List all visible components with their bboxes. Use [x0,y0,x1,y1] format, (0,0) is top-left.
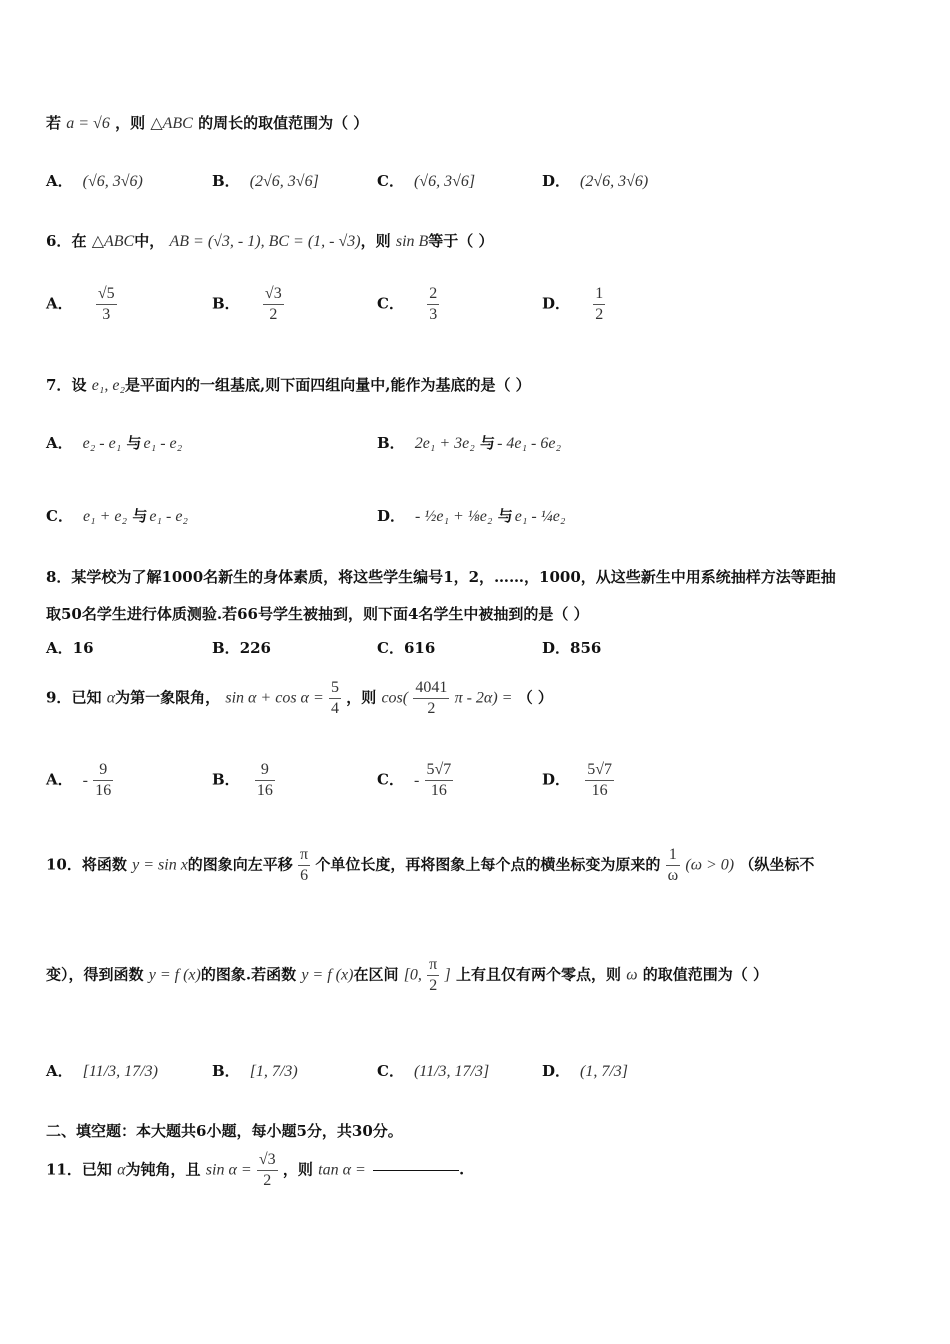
q6-option-a[interactable]: A． $\frac{√5}{3}$ [46,285,115,323]
q8-option-b[interactable]: B．226 [212,639,271,657]
q7-option-d[interactable]: D． - ½e₁ + ⅛e₂ 与 e₁ - ¼e₂ [377,507,566,525]
q7-stem: 7．设 e₁, e₂是平面内的一组基底,则下面四组向量中,能作为基底的是（ ） [46,376,531,394]
fraction: $\frac{√3}{2}$ [258,1151,276,1189]
q8-stem-line2: 取50名学生进行体质测验.若66号学生被抽到，则下面4名学生中被抽到的是（ ） [46,605,589,623]
q5-stem: 若 a = √6 ，则 △ABC 的周长的取值范围为（ ） [46,114,369,132]
q8-option-c[interactable]: C．616 [377,639,436,657]
q6-option-c[interactable]: C． $\frac{2}{3}$ [377,285,438,323]
q10-option-c[interactable]: C． (11/3, 17/3] [377,1062,490,1080]
fraction: $\frac{4041}{2}$ [415,679,448,717]
q5-option-a[interactable]: A． (√6, 3√6) [46,172,143,190]
section-heading: 二、填空题：本大题共6小题，每小题5分，共30分。 [46,1122,403,1140]
q10-stem-line1: 10．将函数 y = sin x的图象向左平移 $\frac{\pi}{6}$ 个单位长度，再将图象上每个点的横坐标变为原来的 $\frac{1}{\omega}$ (ω > 0) （纵坐标不 [46,846,815,884]
q10-option-a[interactable]: A． [11/3, 17/3) [46,1062,158,1080]
q6-option-b[interactable]: B． $\frac{√3}{2}$ [212,285,282,323]
fraction: $\frac{2}{3}$ [429,285,438,323]
q6-option-d[interactable]: D． $\frac{1}{2}$ [542,285,604,323]
fraction: $\frac{√3}{2}$ [264,285,282,323]
fraction: $\frac{1}{2}$ [595,285,604,323]
q9-option-a[interactable]: A． - $\frac{9}{16}$ [46,761,112,799]
fraction: $\frac{5√7}{16}$ [426,761,452,799]
q9-stem: 9．已知 α为第一象限角， sin α + cos α = $\frac{5}{4}$ ，则 cos( $\frac{4041}{2}$ π - 2α) = （ ） [46,679,553,717]
q7-option-a[interactable]: A． e₂ - e₁ 与 e₁ - e₂ [46,434,183,452]
q9-option-b[interactable]: B． $\frac{9}{16}$ [212,761,273,799]
q8-option-d[interactable]: D．856 [542,639,602,657]
answer-blank[interactable] [373,1170,459,1171]
q11-stem: 11．已知 α为钝角，且 sin α = $\frac{√3}{2}$ ，则 tan α = . [46,1151,465,1189]
q10-option-d[interactable]: D． (1, 7/3] [542,1062,629,1080]
q9-option-d[interactable]: D． $\frac{5√7}{16}$ [542,761,613,799]
fraction: $\frac{\pi}{2}$ [429,956,438,994]
q5-option-d[interactable]: D． (2√6, 3√6) [542,172,649,190]
fraction: $\frac{5√7}{16}$ [587,761,613,799]
fraction: $\frac{9}{16}$ [256,761,273,799]
q8-option-a[interactable]: A．16 [46,639,94,657]
q5-option-b[interactable]: B． (2√6, 3√6] [212,172,319,190]
fraction: $\frac{5}{4}$ [330,679,339,717]
q9-option-c[interactable]: C． - $\frac{5√7}{16}$ [377,761,452,799]
fraction: $\frac{9}{16}$ [95,761,112,799]
q10-stem-line2: 变），得到函数 y = f (x)的图象.若函数 y = f (x)在区间 [0, $\frac{\pi}{2}$ ] 上有且仅有两个零点，则 ω 的取值范围为（ ） [46,956,768,994]
fraction: $\frac{\pi}{6}$ [300,846,309,884]
q8-stem-line1: 8．某学校为了解1000名新生的身体素质，将这些学生编号1，2，……，1000，从这些新生中用系统抽样方法等距抽 [46,568,836,586]
q7-option-b[interactable]: B． 2e₁ + 3e₂ 与 - 4e₁ - 6e₂ [377,434,562,452]
q5-option-c[interactable]: C． (√6, 3√6] [377,172,476,190]
q6-stem: 6．在 △ABC中， AB = (√3, - 1), BC = (1, - √3)，则 sin B等于（ ） [46,232,494,250]
fraction: $\frac{1}{\omega}$ [667,846,679,884]
fraction: $\frac{√5}{3}$ [97,285,115,323]
q7-option-c[interactable]: C． e₁ + e₂ 与 e₁ - e₂ [46,507,188,525]
q10-option-b[interactable]: B． [1, 7/3) [212,1062,298,1080]
